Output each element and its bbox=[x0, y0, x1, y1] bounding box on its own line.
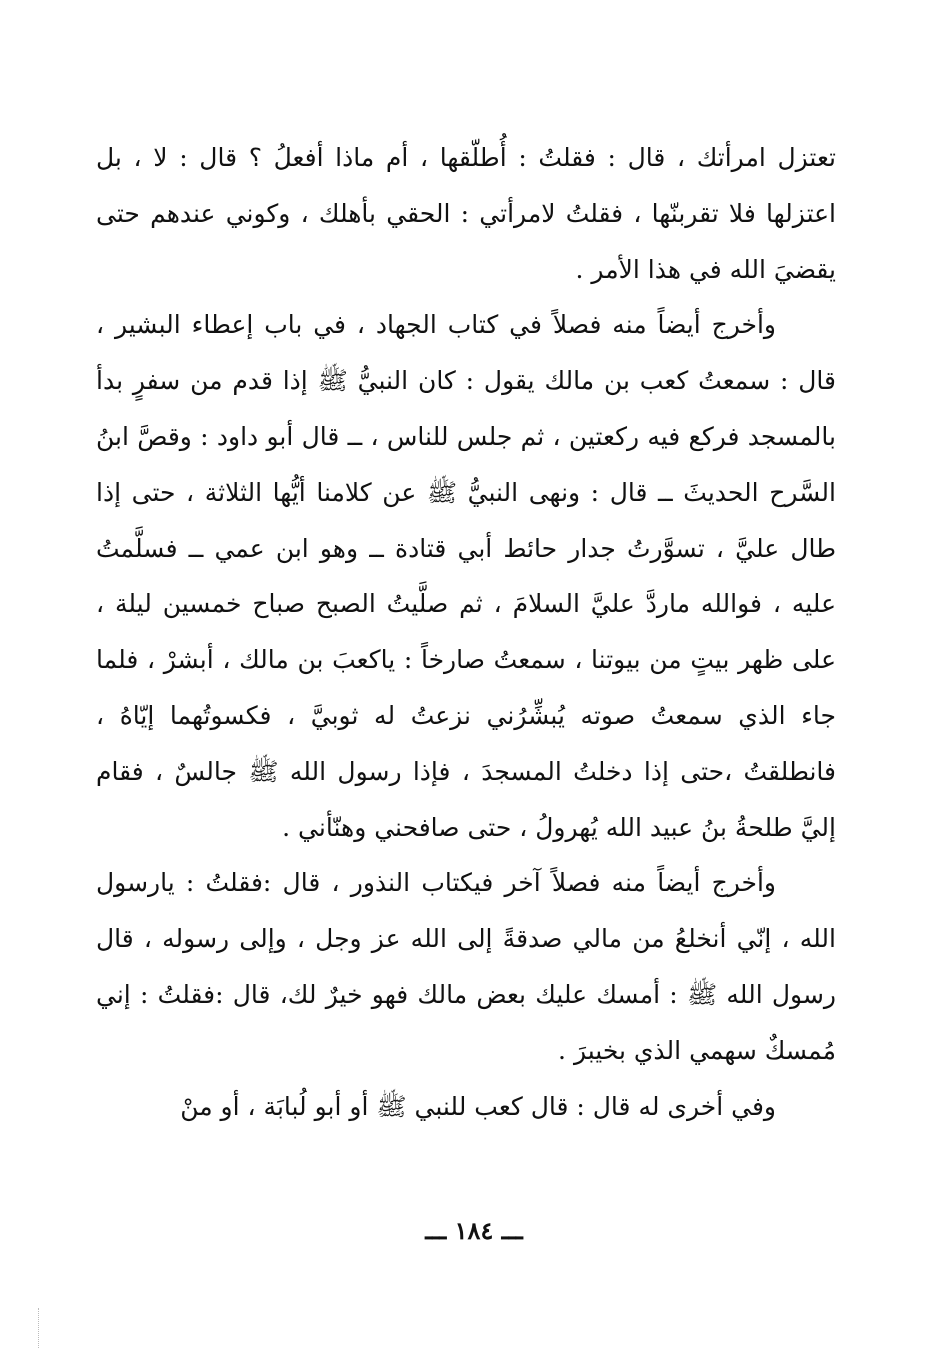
page-number: ـــ ١٨٤ ـــ bbox=[425, 1216, 523, 1245]
paragraph-2: وأخرج أيضاً منه فصلاً في كتاب الجهاد ، في باب إعطاء البشير ، قال : سمعتُ كعب بن مالك يقول : كان النبيُّ ﷺ إذا قدم من سفرٍ بدأ بالمسجد فركع فيه ركعتين ، ثم جلس للناس ، ــ قال أبو داود : وقصَّ ابنُ السَّرح الحديثَ ــ قال : ونهى النبيُّ ﷺ عن كلامنا أيُّها الثلاثة ، حتى إذا طال عليَّ ، تسوَّرتُ جدار حائط أبي قتادة ــ وهو ابن عمي ــ فسلَّمتُ عليه ، فوالله ماردَّ عليَّ السلامَ ، ثم صلَّيتُ الصبح صباح خمسين ليلة ، على ظهر بيتٍ من بيوتنا ، سمعتُ صارخاً : ياكعبَ بن مالك ، أبشرْ ، فلما جاء الذي سمعتُ صوته يُبشِّرُني نزعتُ له ثوبيَّ ، فكسوتُهما إيّاهُ ، فانطلقتُ ،حتى إذا دخلتُ المسجدَ ، فإذا رسول الله ﷺ جالسٌ ، فقام إليَّ طلحةُ بنُ عبيد الله يُهرولُ ، حتى صافحني وهنّأني . bbox=[96, 310, 836, 842]
paragraph-3: وأخرج أيضاً منه فصلاً آخر فيكتاب النذور ، قال :فقلتُ : يارسول الله ، إنّي أنخلعُ من مالي صدقةً إلى الله عز وجل ، وإلى رسوله ، قال رسول الله ﷺ : أمسك عليك بعض مالك فهو خيرٌ لك، قال :فقلتُ : إني مُمسكٌ سهمي الذي بخيبرَ . bbox=[96, 868, 836, 1065]
paragraph-1: تعتزل امرأتك ، قال : فقلتُ : أُطلّقها ، أم ماذا أفعلُ ؟ قال : لا ، بل اعتزلها فلا تقربنّها ، فقلتُ لامرأتي : الحقي بأهلك ، وكوني عندهم حتى يقضيَ الله في هذا الأمر . bbox=[96, 143, 836, 284]
body-text-block bbox=[96, 130, 836, 1134]
margin-dots-decoration bbox=[38, 1308, 43, 1348]
paragraph-4: وفي أخرى له قال : قال كعب للنبي ﷺ أو أبو لُبابَة ، أو منْ bbox=[180, 1091, 776, 1121]
